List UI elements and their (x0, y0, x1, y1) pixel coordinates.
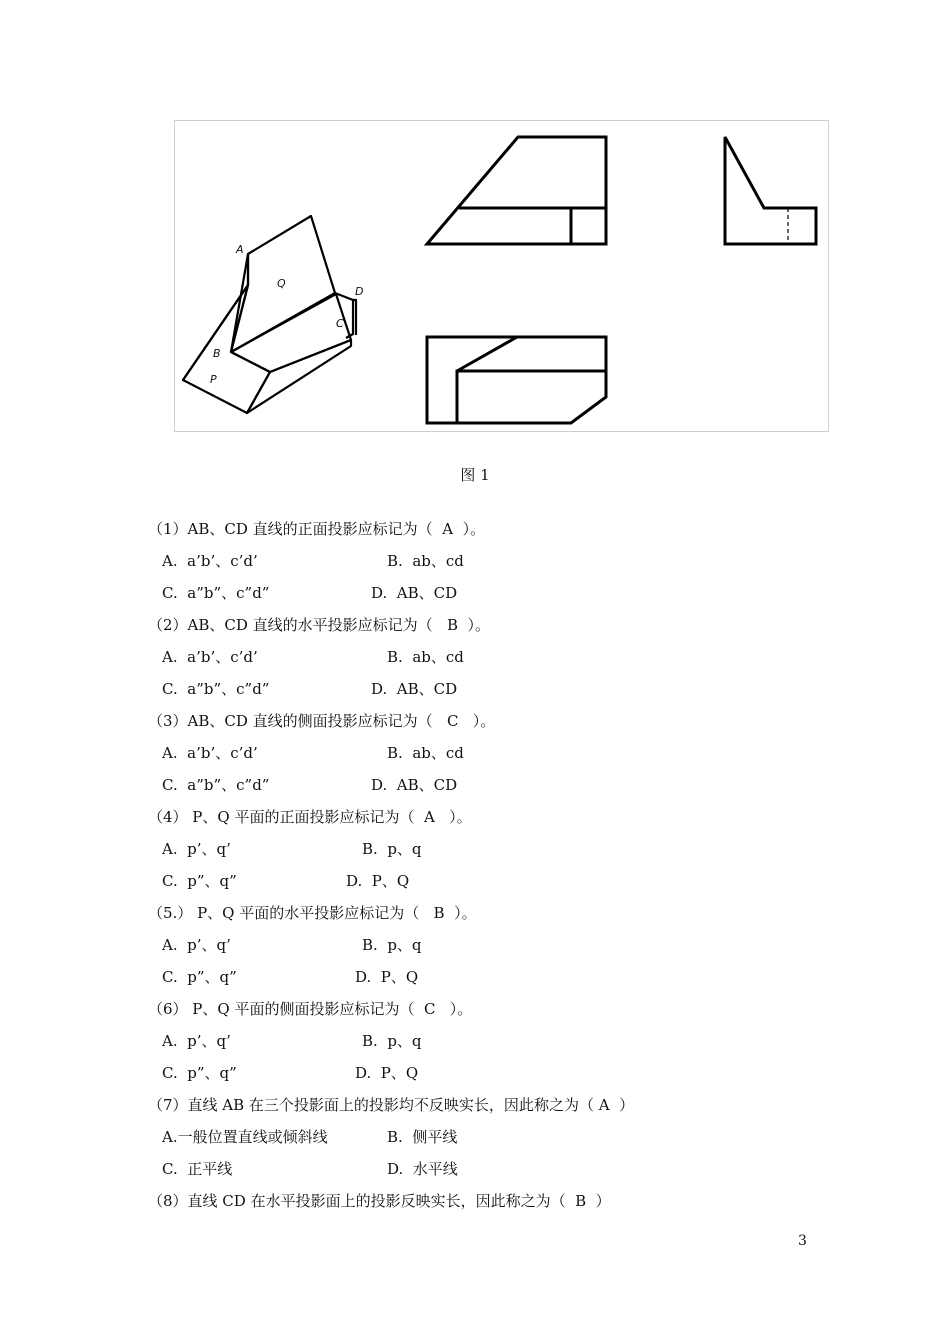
answer-option: B. p、q (362, 1032, 422, 1050)
answer-option: A. a’b’、c’d’ (162, 648, 258, 666)
answer-option: C. 正平线 (162, 1160, 233, 1178)
answer-option: C. p”、q” (162, 1064, 237, 1082)
answer-option: D. P、Q (346, 872, 410, 890)
answer-option: B. 侧平线 (387, 1128, 458, 1146)
top-face (231, 294, 351, 372)
label-a: A (236, 243, 244, 256)
answer-option: A. a’b’、c’d’ (162, 552, 258, 570)
question-stem: （2）AB、CD 直线的水平投影应标记为（ B ）。 (148, 616, 491, 634)
answer-option: D. AB、CD (371, 584, 458, 602)
question-stem: （8）直线 CD 在水平投影面上的投影反映实长，因此称之为（ B ） (148, 1192, 611, 1210)
answer-option: C. a”b”、c”d” (162, 680, 270, 698)
answer-option: C. a”b”、c”d” (162, 584, 270, 602)
question-stem: （7）直线 AB 在三个投影面上的投影均不反映实长，因此称之为（ A ） (148, 1096, 635, 1114)
answer-option: B. ab、cd (387, 648, 464, 666)
answer-option: C. p”、q” (162, 968, 237, 986)
question-stem: （1）AB、CD 直线的正面投影应标记为（ A ）。 (148, 520, 486, 538)
answer-option: C. p”、q” (162, 872, 237, 890)
front-view (427, 137, 606, 244)
answer-option: D. AB、CD (371, 680, 458, 698)
answer-option: A. p’、q’ (162, 936, 231, 954)
answer-option: C. a”b”、c”d” (162, 776, 270, 794)
answer-option: B. ab、cd (387, 744, 464, 762)
answer-option: D. 水平线 (387, 1160, 458, 1178)
answer-option: D. P、Q (355, 968, 419, 986)
label-d: D (355, 285, 364, 298)
front-face (247, 340, 351, 413)
answer-option: A. a’b’、c’d’ (162, 744, 258, 762)
answer-option: D. AB、CD (371, 776, 458, 794)
answer-option: B. p、q (362, 840, 422, 858)
answer-option: D. P、Q (355, 1064, 419, 1082)
answer-option: A.一般位置直线或倾斜线 (162, 1128, 328, 1146)
label-p: P (210, 373, 217, 386)
isometric-view (183, 216, 356, 413)
question-stem: （6） P、Q 平面的侧面投影应标记为（ C ）。 (148, 1000, 473, 1018)
label-b: B (213, 347, 221, 360)
figure-caption: 图 1 (460, 466, 490, 484)
figure-1 (174, 120, 829, 432)
answer-option: B. ab、cd (387, 552, 464, 570)
answer-option: A. p’、q’ (162, 1032, 231, 1050)
answer-option: B. p、q (362, 936, 422, 954)
question-stem: （5.） P、Q 平面的水平投影应标记为（ B ）。 (148, 904, 477, 922)
answer-option: A. p’、q’ (162, 840, 231, 858)
top-view (427, 337, 606, 423)
projection-drawing (175, 121, 830, 433)
label-c: C (336, 317, 344, 330)
question-stem: （4） P、Q 平面的正面投影应标记为（ A ）。 (148, 808, 472, 826)
label-q: Q (277, 277, 286, 290)
side-view (725, 137, 816, 244)
question-stem: （3）AB、CD 直线的侧面投影应标记为（ C ）。 (148, 712, 496, 730)
page-number: 3 (798, 1233, 807, 1249)
